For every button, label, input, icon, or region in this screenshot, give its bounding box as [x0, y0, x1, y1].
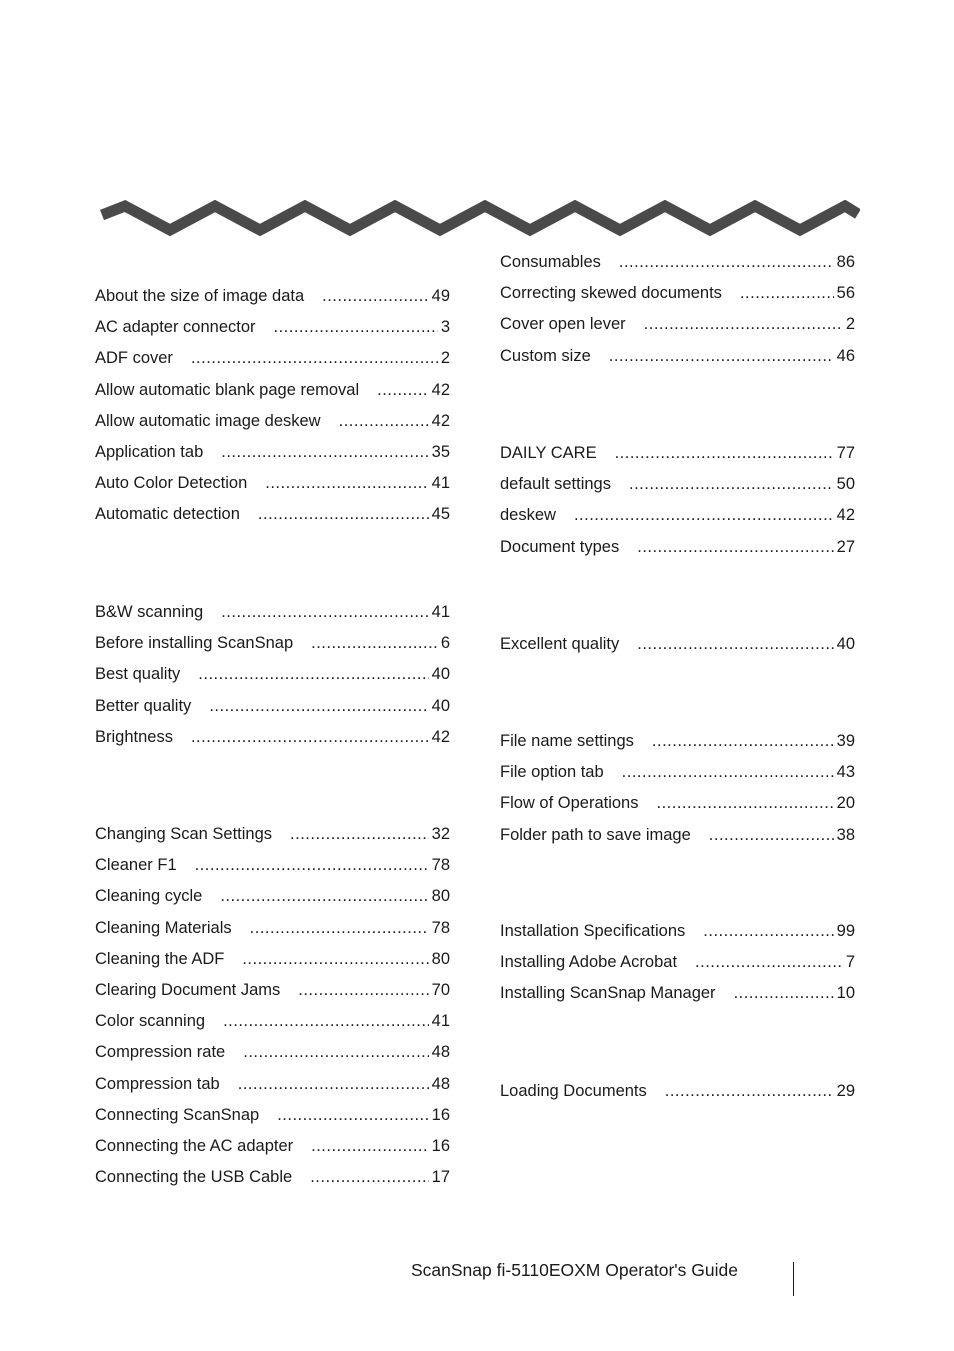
index-entry[interactable] — [95, 887, 450, 918]
page-number: 6 — [440, 634, 450, 653]
page-number: 78 — [431, 856, 450, 875]
index-term: Better quality — [95, 696, 192, 715]
page-number: 2 — [440, 349, 450, 368]
index-entry[interactable] — [95, 349, 450, 380]
index-entry[interactable] — [95, 825, 450, 856]
dot-leader — [695, 953, 843, 972]
index-entry[interactable] — [500, 984, 855, 1015]
index-term: Custom size — [500, 346, 591, 365]
dot-leader — [652, 732, 834, 751]
page-number: 43 — [836, 763, 855, 782]
index-entry[interactable] — [95, 1075, 450, 1106]
index-term: Installation Specifications — [500, 922, 686, 940]
page-number: 10 — [836, 984, 855, 1003]
dot-leader — [615, 444, 834, 463]
index-entry[interactable] — [95, 665, 450, 696]
index-term: Allow automatic image deskew — [95, 411, 321, 430]
dot-leader — [619, 253, 834, 272]
page-number: 38 — [836, 825, 855, 844]
index-term: Installing Adobe Acrobat — [500, 953, 678, 972]
dot-leader — [209, 697, 428, 716]
page-number: 27 — [836, 537, 855, 556]
page-number: 80 — [431, 887, 450, 906]
index-entry[interactable] — [500, 953, 855, 984]
page-number: 80 — [431, 949, 450, 968]
dot-leader — [377, 381, 429, 400]
index-term: Brightness — [95, 727, 173, 746]
index-entry[interactable] — [500, 826, 855, 857]
page-number: 41 — [431, 1012, 450, 1031]
index-term: Compression rate — [95, 1043, 226, 1062]
dot-leader — [637, 635, 833, 654]
index-term: Correcting skewed documents — [500, 284, 722, 303]
index-term: Compression tab — [95, 1074, 220, 1093]
dot-leader — [298, 981, 428, 1000]
dot-leader — [740, 284, 834, 303]
index-entry[interactable] — [95, 287, 450, 318]
index-group — [95, 287, 450, 537]
index-term: Connecting ScanSnap — [95, 1105, 260, 1124]
index-entry[interactable] — [95, 950, 450, 981]
index-entry[interactable] — [95, 1012, 450, 1043]
index-term: Connecting the USB Cable — [95, 1168, 293, 1187]
index-term: deskew — [500, 506, 556, 525]
dot-leader — [277, 1106, 428, 1125]
page-number: 7 — [845, 953, 855, 972]
index-term: Consumables — [500, 253, 601, 271]
index-term: Cover open lever — [500, 315, 626, 334]
index-entry[interactable] — [95, 505, 450, 536]
dot-leader — [311, 634, 438, 653]
page-number: 41 — [431, 603, 450, 621]
zigzag-banner — [100, 200, 860, 240]
index-term: Clearing Document Jams — [95, 980, 281, 999]
dot-leader — [223, 1012, 429, 1031]
index-entry[interactable] — [95, 474, 450, 505]
index-term: default settings — [500, 475, 611, 494]
zigzag-line — [102, 206, 858, 230]
index-term: File name settings — [500, 732, 634, 750]
dot-leader — [191, 349, 438, 368]
dot-leader — [195, 856, 429, 875]
index-term: AC adapter connector — [95, 318, 256, 337]
index-group — [500, 922, 855, 1016]
dot-leader — [609, 347, 834, 366]
index-term: DAILY CARE — [500, 444, 597, 462]
index-term: ADF cover — [95, 349, 173, 368]
dot-leader — [198, 665, 428, 684]
index-term: Cleaning Materials — [95, 918, 232, 937]
index-entry[interactable] — [95, 1137, 450, 1168]
page-number: 42 — [431, 411, 450, 430]
dot-leader — [250, 919, 429, 938]
index-entry[interactable] — [95, 981, 450, 1012]
page-number: 99 — [836, 922, 855, 940]
index-term: Allow automatic blank page removal — [95, 380, 360, 399]
dot-leader — [622, 763, 834, 782]
page-number: 49 — [431, 287, 450, 305]
dot-leader — [637, 538, 833, 557]
dot-leader — [221, 443, 428, 462]
page-number: 46 — [836, 346, 855, 365]
page-number: 35 — [431, 442, 450, 461]
page-number: 42 — [431, 380, 450, 399]
index-entry[interactable] — [500, 284, 855, 315]
dot-leader — [310, 1168, 428, 1187]
index-entry[interactable] — [95, 443, 450, 474]
index-term: Cleaning cycle — [95, 887, 203, 906]
dot-leader — [258, 505, 429, 524]
dot-leader — [322, 287, 429, 306]
index-term: Cleaner F1 — [95, 856, 177, 875]
index-entry[interactable] — [95, 381, 450, 412]
page-number: 48 — [431, 1074, 450, 1093]
index-term: Application tab — [95, 442, 204, 461]
index-term: File option tab — [500, 763, 604, 782]
dot-leader — [629, 475, 834, 494]
index-term: Auto Color Detection — [95, 474, 248, 493]
index-term: Before installing ScanSnap — [95, 634, 294, 653]
dot-leader — [238, 1075, 429, 1094]
index-term: Automatic detection — [95, 505, 240, 524]
index-entry[interactable] — [500, 347, 855, 378]
footer-divider — [793, 1262, 794, 1296]
index-term: Changing Scan Settings — [95, 825, 273, 843]
index-entry[interactable] — [95, 1043, 450, 1074]
dot-leader — [191, 728, 429, 747]
page-number: 29 — [836, 1082, 855, 1100]
page-number: 40 — [836, 635, 855, 653]
index-term: Cleaning the ADF — [95, 949, 225, 968]
dot-leader — [665, 1082, 834, 1101]
index-group — [95, 603, 450, 759]
index-entry[interactable] — [95, 856, 450, 887]
index-entry[interactable] — [500, 475, 855, 506]
page-number: 70 — [431, 980, 450, 999]
index-entry[interactable] — [500, 794, 855, 825]
index-entry[interactable] — [95, 1106, 450, 1137]
dot-leader — [311, 1137, 429, 1156]
index-entry[interactable] — [500, 538, 855, 569]
index-term: Loading Documents — [500, 1082, 647, 1100]
page-number: 78 — [431, 918, 450, 937]
dot-leader — [703, 922, 833, 941]
index-entry[interactable] — [500, 763, 855, 794]
page-number: 40 — [431, 696, 450, 715]
index-term: Color scanning — [95, 1012, 206, 1031]
page-number: 56 — [836, 284, 855, 303]
dot-leader — [644, 315, 843, 334]
index-term: Flow of Operations — [500, 794, 639, 813]
index-term: Connecting the AC adapter — [95, 1136, 294, 1155]
page-number: 3 — [440, 318, 450, 337]
index-term: Document types — [500, 537, 620, 556]
index-entry[interactable] — [95, 603, 450, 634]
page-number: 86 — [836, 253, 855, 271]
page-number: 16 — [431, 1136, 450, 1155]
index-entry[interactable] — [500, 1082, 855, 1113]
page-number: 45 — [431, 505, 450, 524]
index-entry[interactable] — [500, 922, 855, 953]
index-entry[interactable] — [500, 635, 855, 666]
dot-leader — [290, 825, 429, 844]
index-term: About the size of image data — [95, 287, 305, 305]
index-term: Folder path to save image — [500, 825, 691, 844]
page-number: 39 — [836, 732, 855, 750]
index-group — [500, 635, 855, 666]
index-entry[interactable] — [95, 318, 450, 349]
index-term: Installing ScanSnap Manager — [500, 984, 716, 1003]
dot-leader — [242, 950, 428, 969]
page-number: 48 — [431, 1043, 450, 1062]
index-entry[interactable] — [500, 506, 855, 537]
dot-leader — [274, 318, 438, 337]
index-term: B&W scanning — [95, 603, 204, 621]
index-group — [500, 253, 855, 378]
page-number: 41 — [431, 474, 450, 493]
index-entry[interactable] — [500, 315, 855, 346]
dot-leader — [574, 506, 834, 525]
index-term: Excellent quality — [500, 635, 620, 653]
page-number: 16 — [431, 1105, 450, 1124]
page-number: 17 — [431, 1168, 450, 1187]
page-number: 40 — [431, 665, 450, 684]
page-number: 77 — [836, 444, 855, 462]
dot-leader — [709, 826, 834, 845]
index-entry[interactable] — [500, 253, 855, 284]
index-group — [95, 825, 450, 1199]
page-number: 42 — [836, 506, 855, 525]
index-entry[interactable] — [500, 444, 855, 475]
page-number: 50 — [836, 475, 855, 494]
index-group — [500, 444, 855, 569]
dot-leader — [656, 794, 833, 813]
index-term: Best quality — [95, 665, 181, 684]
index-entry[interactable] — [95, 634, 450, 665]
dot-leader — [265, 474, 428, 493]
index-entry[interactable] — [95, 919, 450, 950]
index-group — [500, 1082, 855, 1113]
dot-leader — [221, 603, 428, 622]
index-entry[interactable] — [95, 697, 450, 728]
page-number: 42 — [431, 727, 450, 746]
page-number: 2 — [845, 315, 855, 334]
page-number: 32 — [431, 825, 450, 843]
dot-leader — [339, 412, 429, 431]
index-entry[interactable] — [95, 728, 450, 759]
index-entry[interactable] — [500, 732, 855, 763]
dot-leader — [734, 984, 834, 1003]
dot-leader — [220, 887, 428, 906]
index-group — [500, 732, 855, 857]
page-number: 20 — [836, 794, 855, 813]
footer-title: ScanSnap fi-5110EOXM Operator's Guide — [411, 1260, 738, 1280]
index-entry[interactable] — [95, 1168, 450, 1199]
index-entry[interactable] — [95, 412, 450, 443]
dot-leader — [243, 1043, 428, 1062]
